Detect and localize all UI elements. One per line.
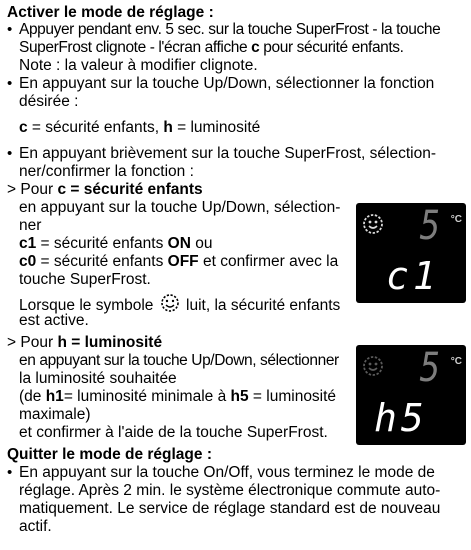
- code-c: c: [57, 181, 67, 198]
- codes-summary: [19, 119, 260, 137]
- text: (de: [19, 388, 46, 405]
- sub-h-line5: maximale): [19, 406, 91, 423]
- text: = luminosité: [248, 388, 337, 405]
- text: et confirmer avec la: [198, 253, 339, 270]
- sub-h-line6: et confirmer à l'aide de la touche SuperFrost.: [19, 424, 328, 441]
- section-title-quit: Quitter le mode de réglage :: [7, 446, 212, 463]
- code-c0: c0: [19, 253, 37, 270]
- bullet1-note: Note : la valeur à modifier clignote.: [19, 57, 258, 74]
- bullet-icon: •: [7, 75, 13, 92]
- bullet3-line1: En appuyant brièvement sur la touche SuperFrost, sélection-: [19, 145, 437, 162]
- display-panel-child-lock: [356, 203, 466, 303]
- code-h: h: [57, 334, 67, 351]
- text: pour sécurité enfants.: [259, 39, 404, 56]
- quit-line3: matiquement. Le service de réglage standard est de nouveau: [19, 500, 441, 517]
- marker: >: [7, 181, 17, 198]
- bullet-icon: •: [7, 464, 13, 481]
- sub-h-line4: [19, 388, 336, 406]
- marker: >: [7, 334, 17, 351]
- bullet3-line2: ner/confirmer la fonction :: [19, 163, 194, 180]
- temperature-digit: 5: [419, 203, 441, 249]
- bullet2-line1: En appuyant sur la touche Up/Down, sélectionner la fonction: [19, 75, 435, 92]
- bullet1-line2: [19, 39, 404, 57]
- smiley-face-icon: [362, 213, 384, 235]
- setting-code: c1: [386, 254, 440, 298]
- bullet-icon: •: [7, 21, 13, 38]
- state-on: ON: [167, 235, 191, 252]
- display-panel-brightness: [356, 345, 466, 445]
- function-name: sécurité enfants: [83, 181, 203, 198]
- sub-c-option-off: [19, 253, 338, 271]
- section-title-activate: Activer le mode de réglage :: [7, 4, 214, 21]
- smiley-face-icon: [160, 293, 180, 313]
- sub-h-heading: [7, 334, 162, 352]
- smiley-face-icon: [362, 355, 384, 377]
- sub-h-line2: en appuyant sur la touche Up/Down, sélectionner: [19, 352, 339, 369]
- temperature-digit: 5: [419, 345, 441, 391]
- text: luit, la sécurité enfants: [186, 297, 341, 314]
- text: = sécurité enfants,: [27, 119, 164, 136]
- text: = sécurité enfants: [36, 253, 168, 270]
- text: =: [66, 181, 84, 198]
- bullet2-line2: désirée :: [19, 93, 79, 110]
- code-h: h: [163, 119, 173, 136]
- bullet1-line1: Appuyer pendant env. 5 sec. sur la touche SuperFrost - la touche: [19, 21, 441, 38]
- quit-line2: réglage. Après 2 min. le système électronique commute auto-: [19, 482, 441, 499]
- text: = luminosité: [172, 119, 261, 136]
- unit-label: °C: [450, 214, 462, 225]
- code-c: c: [251, 39, 260, 56]
- code-c: c: [19, 119, 28, 136]
- quit-line4: actif.: [19, 518, 52, 535]
- setting-code: h5: [374, 396, 428, 440]
- state-off: OFF: [167, 253, 199, 270]
- sub-c-line6: touche SuperFrost.: [19, 271, 151, 288]
- text: Lorsque le symbole: [19, 297, 154, 314]
- text: = luminosité minimale à: [63, 388, 231, 405]
- code-h1: h1: [45, 388, 64, 405]
- code-c1: c1: [19, 235, 37, 252]
- code-h5: h5: [230, 388, 249, 405]
- sub-c-line2: en appuyant sur la touche Up/Down, sélection-: [19, 199, 341, 216]
- sub-h-line3: la luminosité souhaitée: [19, 370, 177, 387]
- bullet-icon: •: [7, 145, 13, 162]
- quit-line1: En appuyant sur la touche On/Off, vous terminez le mode de: [19, 464, 435, 481]
- text: =: [66, 334, 85, 351]
- sub-c-heading: [7, 181, 203, 199]
- text: Pour: [20, 334, 58, 351]
- sub-c-option-on: [19, 235, 212, 253]
- function-name: luminosité: [84, 334, 163, 351]
- text: ou: [190, 235, 213, 252]
- unit-label: °C: [450, 356, 462, 367]
- text: SuperFrost clignote - l'écran affiche: [19, 39, 252, 56]
- text: = sécurité enfants: [36, 235, 168, 252]
- sub-c-line8: est active.: [19, 312, 89, 329]
- sub-c-line3: ner: [19, 217, 42, 234]
- text: Pour: [20, 181, 58, 198]
